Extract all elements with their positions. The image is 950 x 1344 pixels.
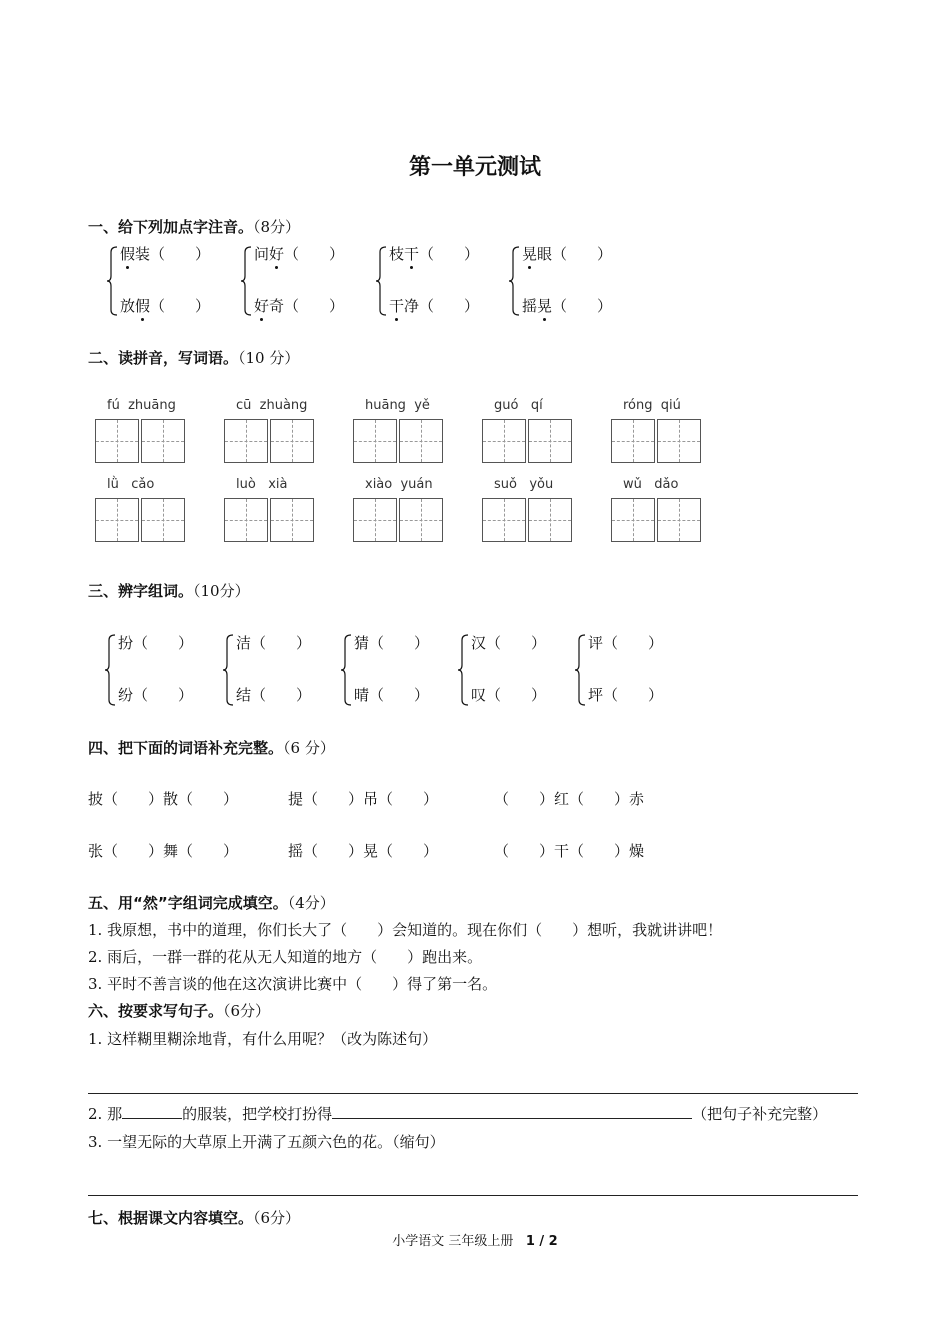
char-item: 纷（ ） (118, 686, 194, 704)
writing-cell[interactable] (482, 498, 526, 542)
fill-item-3: 3. 平时不善言谈的他在这次演讲比赛中（ ）得了第一名。 (88, 975, 498, 993)
answer-paren[interactable]: （ ） (603, 686, 664, 704)
answer-paren[interactable]: （ ） (284, 245, 345, 263)
answer-paren[interactable]: （ ） (419, 245, 480, 263)
pinyin-label: fú zhuāng (107, 398, 176, 413)
writing-cell[interactable] (657, 498, 701, 542)
writing-cell[interactable] (141, 419, 185, 463)
writing-cell[interactable] (528, 498, 572, 542)
sentence-item-3: 3. 一望无际的大草原上开满了五颜六色的花。（缩句） (88, 1133, 445, 1151)
idiom-line-2a: 张（ ）舞（ ） (88, 842, 239, 860)
idiom-line-1c: （ ）红（ ）赤 (494, 790, 645, 808)
brace-icon (457, 634, 469, 710)
idiom-line-1b: 提（ ）吊（ ） (288, 790, 439, 808)
fill-item-1: 1. 我原想，书中的道理，你们长大了（ ）会知道的。现在你们（ ）想听，我就讲讲吧！ (88, 921, 723, 939)
pinyin-label: xiào yuán (365, 477, 433, 492)
answer-line-1[interactable] (88, 1093, 858, 1094)
pinyin-item: 好奇（ ） (254, 297, 345, 315)
answer-paren[interactable]: （ ） (369, 634, 430, 652)
char-item: 结（ ） (236, 686, 312, 704)
char-item: 坪（ ） (588, 686, 664, 704)
writing-cell[interactable] (353, 498, 397, 542)
answer-paren[interactable]: （ ） (552, 245, 613, 263)
pinyin-label: lǜ cǎo (107, 477, 155, 492)
char-item: 洁（ ） (236, 634, 312, 652)
char-item: 晴（ ） (354, 686, 430, 704)
brace-icon (106, 246, 118, 320)
page-title: 第一单元测试 (408, 155, 541, 180)
section-6-heading: 六、按要求写句子。（6分） (88, 1002, 271, 1020)
answer-line-3[interactable] (88, 1195, 858, 1196)
pinyin-item: 干净（ ） (389, 297, 480, 315)
answer-paren[interactable]: （ ） (133, 686, 194, 704)
pinyin-label: huāng yě (365, 398, 430, 413)
pinyin-label: wǔ dǎo (623, 477, 679, 492)
answer-paren[interactable]: （ ） (133, 634, 194, 652)
writing-cell[interactable] (141, 498, 185, 542)
writing-cell[interactable] (611, 419, 655, 463)
pinyin-item: 晃眼（ ） (522, 245, 613, 263)
answer-paren[interactable]: （ ） (284, 297, 345, 315)
writing-cell[interactable] (611, 498, 655, 542)
pinyin-item: 问好（ ） (254, 245, 345, 263)
answer-paren[interactable]: （ ） (486, 686, 547, 704)
writing-cell[interactable] (353, 419, 397, 463)
pinyin-item: 放假（ ） (120, 297, 211, 315)
writing-cell[interactable] (399, 419, 443, 463)
char-item: 扮（ ） (118, 634, 194, 652)
char-item: 叹（ ） (471, 686, 547, 704)
writing-cell[interactable] (224, 419, 268, 463)
answer-paren[interactable]: （ ） (603, 634, 664, 652)
sentence-item-2: 2. 那 的服装，把学校打扮得 （把句子补充完整） (88, 1105, 828, 1123)
brace-icon (104, 634, 116, 710)
writing-cell[interactable] (95, 498, 139, 542)
writing-cell[interactable] (270, 498, 314, 542)
pinyin-item: 枝干（ ） (389, 245, 480, 263)
answer-paren[interactable]: （ ） (251, 634, 312, 652)
writing-cell[interactable] (95, 419, 139, 463)
brace-icon (574, 634, 586, 710)
sentence-item-1: 1. 这样糊里糊涂地背，有什么用呢？（改为陈述句） (88, 1030, 438, 1048)
char-item: 评（ ） (588, 634, 664, 652)
blank-1[interactable] (122, 1104, 182, 1119)
section-5-heading: 五、用“然”字组词完成填空。（4分） (88, 894, 335, 912)
idiom-line-1a: 披（ ）散（ ） (88, 790, 239, 808)
answer-paren[interactable]: （ ） (486, 634, 547, 652)
answer-paren[interactable]: （ ） (251, 686, 312, 704)
section-3-heading: 三、辨字组词。（10分） (88, 582, 250, 600)
writing-cell[interactable] (399, 498, 443, 542)
section-7-heading: 七、根据课文内容填空。（6分） (88, 1209, 301, 1227)
page-footer: 小学语文 三年级上册 1 / 2 (392, 1234, 558, 1249)
brace-icon (240, 246, 252, 320)
idiom-line-2c: （ ）干（ ）燥 (494, 842, 645, 860)
pinyin-label: suǒ yǒu (494, 477, 554, 492)
brace-icon (222, 634, 234, 710)
pinyin-item: 摇晃（ ） (522, 297, 613, 315)
writing-cell[interactable] (528, 419, 572, 463)
writing-cell[interactable] (482, 419, 526, 463)
blank-2[interactable] (332, 1104, 692, 1119)
brace-icon (340, 634, 352, 710)
pinyin-label: guó qí (494, 398, 543, 413)
char-item: 猜（ ） (354, 634, 430, 652)
page-number: 1 / 2 (525, 1234, 558, 1249)
fill-item-2: 2. 雨后，一群一群的花从无人知道的地方（ ）跑出来。 (88, 948, 483, 966)
section-1-heading: 一、给下列加点字注音。（8分） (88, 218, 301, 236)
writing-cell[interactable] (657, 419, 701, 463)
answer-paren[interactable]: （ ） (552, 297, 613, 315)
answer-paren[interactable]: （ ） (150, 245, 211, 263)
writing-cell[interactable] (224, 498, 268, 542)
pinyin-label: cū zhuàng (236, 398, 308, 413)
answer-paren[interactable]: （ ） (419, 297, 480, 315)
answer-paren[interactable]: （ ） (150, 297, 211, 315)
writing-cell[interactable] (270, 419, 314, 463)
section-4-heading: 四、把下面的词语补充完整。（6 分） (88, 739, 335, 757)
section-2-heading: 二、读拼音，写词语。（10 分） (88, 349, 300, 367)
pinyin-item: 假装（ ） (120, 245, 211, 263)
pinyin-label: róng qiú (623, 398, 681, 413)
pinyin-label: luò xià (236, 477, 288, 492)
brace-icon (508, 246, 520, 320)
brace-icon (375, 246, 387, 320)
answer-paren[interactable]: （ ） (369, 686, 430, 704)
char-item: 汉（ ） (471, 634, 547, 652)
idiom-line-2b: 摇（ ）晃（ ） (288, 842, 439, 860)
